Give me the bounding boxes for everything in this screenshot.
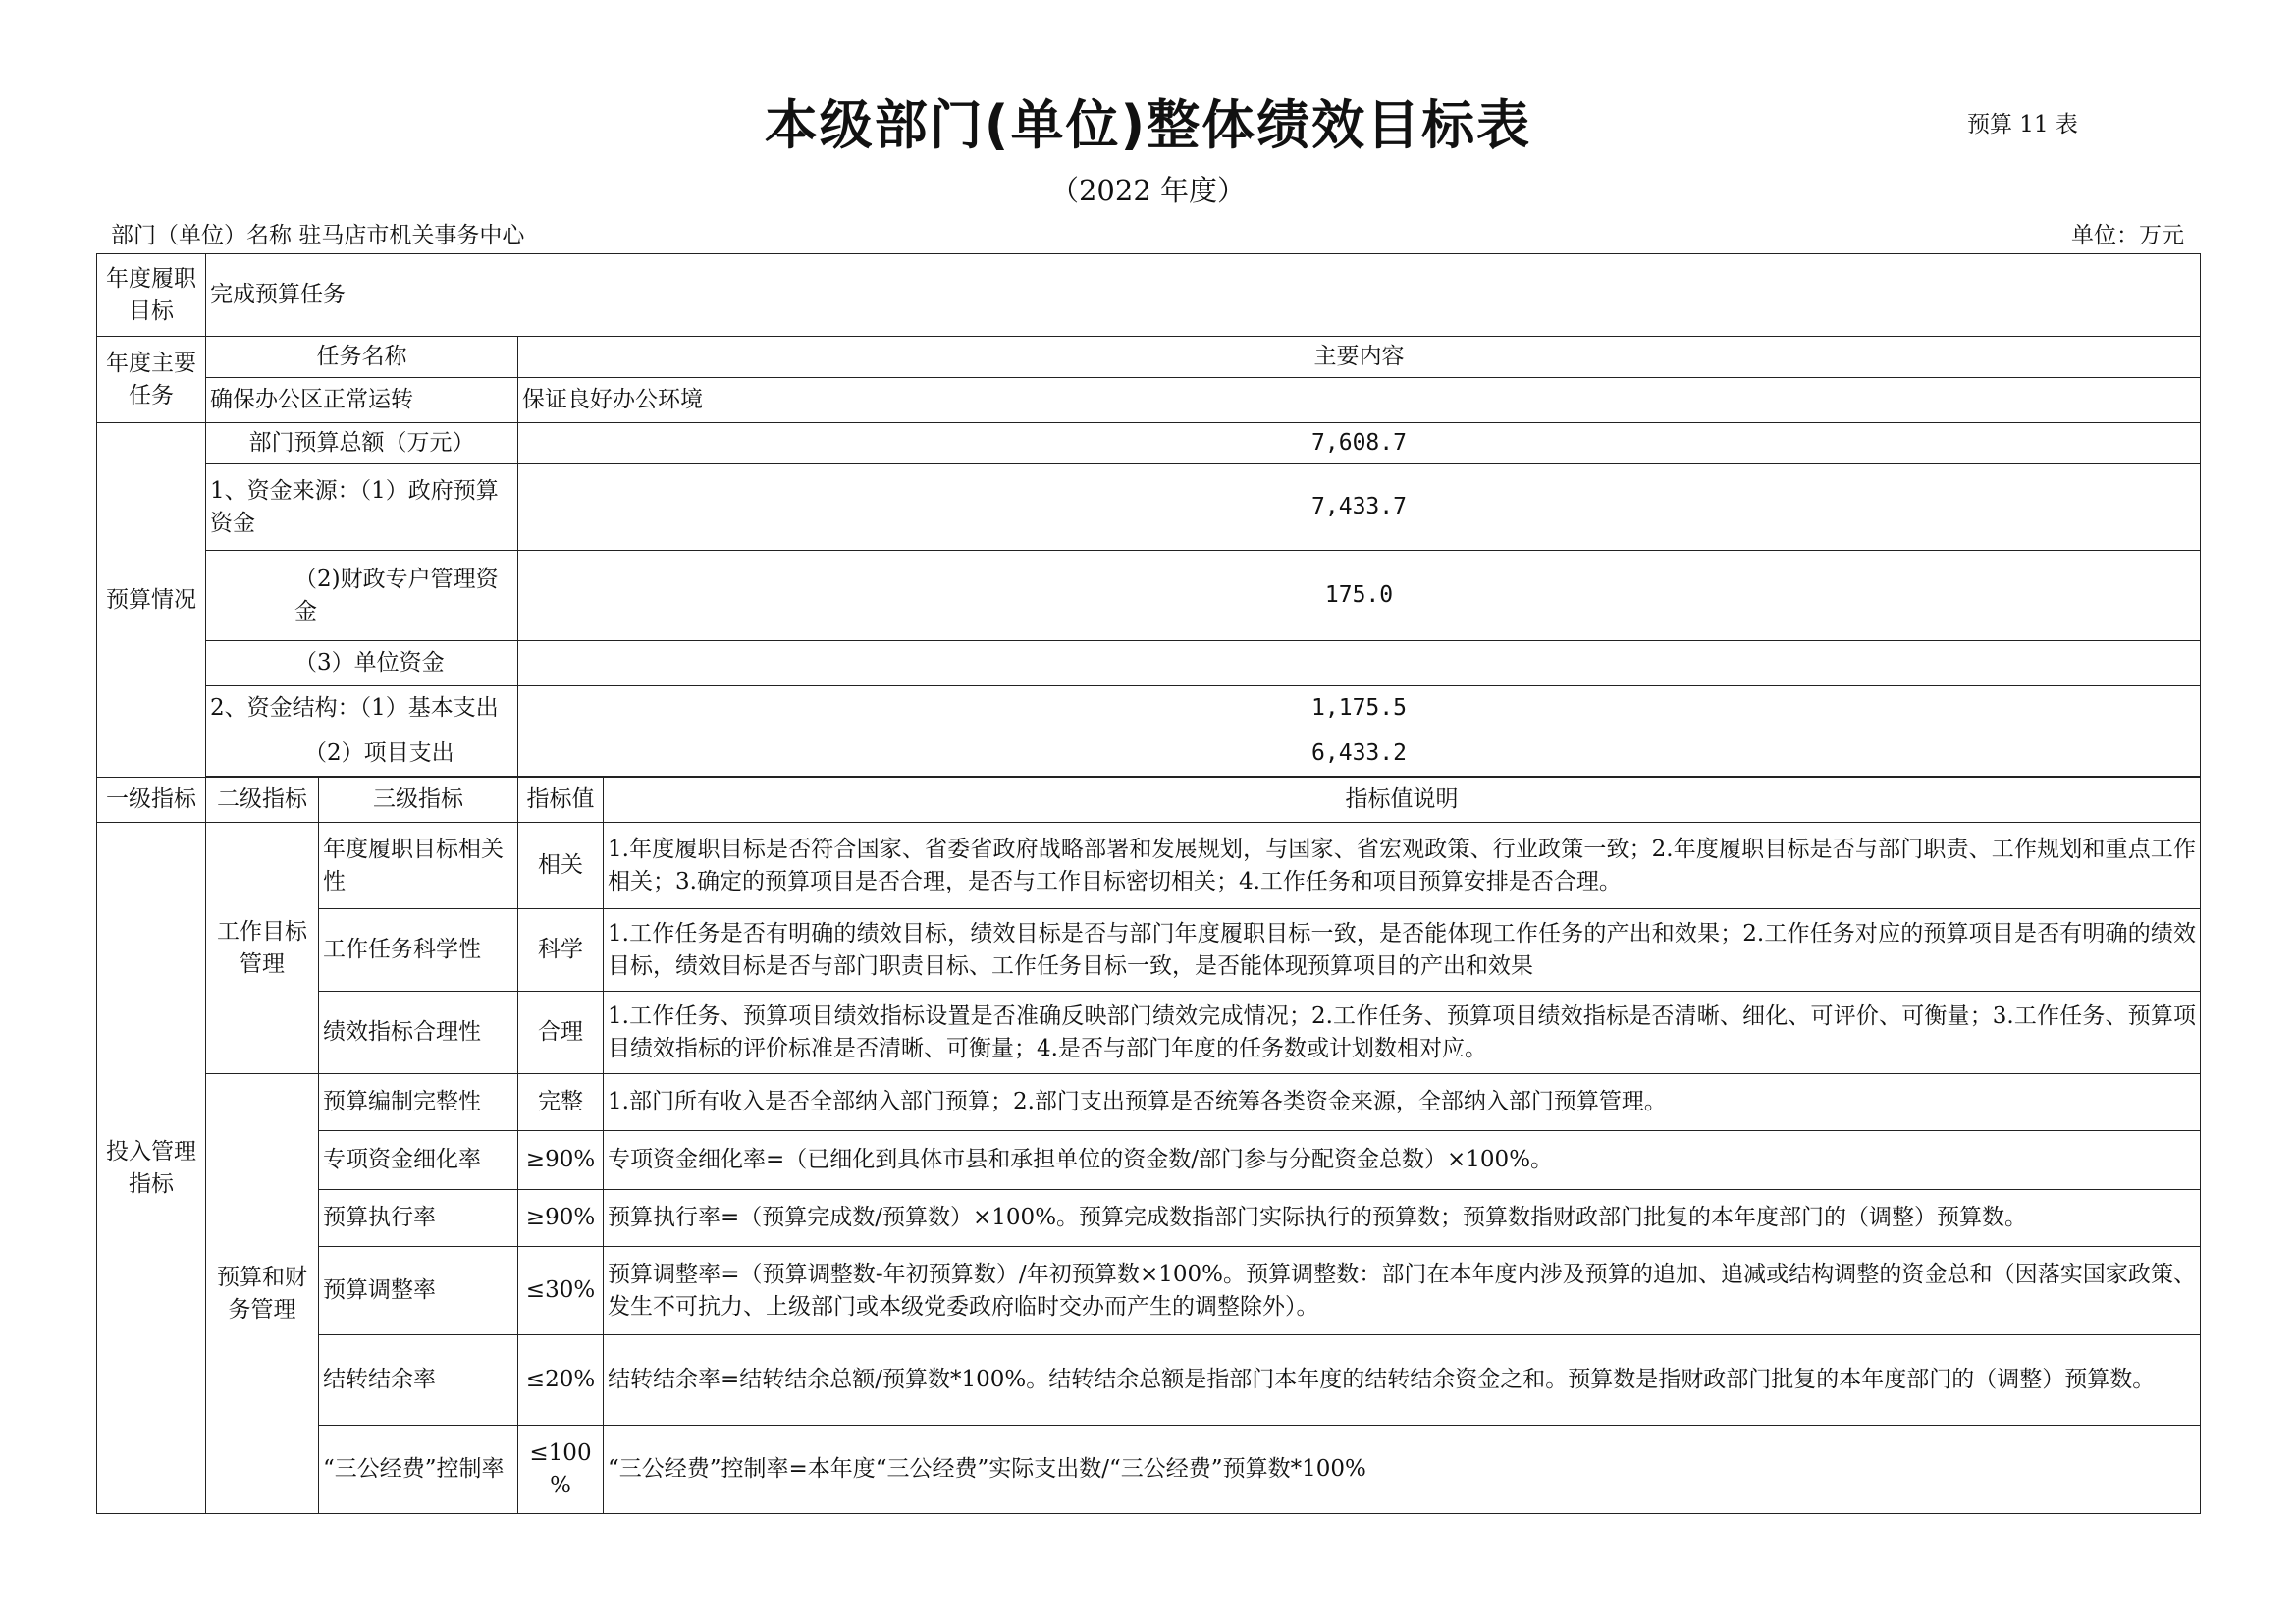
header-level2: 二级指标 [206, 778, 319, 823]
struct-basic-value: 1,175.5 [518, 686, 2201, 731]
department-name: 驻马店市机关事务中心 [298, 223, 525, 248]
budget-label: 预算情况 [97, 423, 206, 778]
level3-indicator: 专项资金细化率 [319, 1131, 518, 1190]
task-content: 保证良好办公环境 [518, 378, 2201, 423]
indicator-value: 完整 [518, 1074, 604, 1131]
indicator-desc: 专项资金细化率=（已细化到具体市县和承担单位的资金数/部门参与分配资金总数）×100%。 [604, 1131, 2201, 1190]
source-unit-row [97, 641, 2201, 686]
table-number: 预算 11 表 [1967, 112, 2078, 137]
indicator-value: 相关 [518, 823, 604, 909]
indicator-row [97, 1426, 2201, 1514]
struct-project-value: 6,433.2 [518, 731, 2201, 777]
indicator-row [97, 909, 2201, 992]
goal-label: 年度履职目标 [97, 254, 206, 337]
indicator-value: 科学 [518, 909, 604, 992]
source-special-row [97, 551, 2201, 641]
source-special-label: （2)财政专户管理资金 [206, 551, 518, 641]
task-row [97, 378, 2201, 423]
level3-indicator: 结转结余率 [319, 1335, 518, 1426]
level3-indicator: 绩效指标合理性 [319, 992, 518, 1074]
indicator-row [97, 1335, 2201, 1426]
header-value: 指标值 [518, 778, 604, 823]
indicator-value: ≤20% [518, 1335, 604, 1426]
indicator-header-row [97, 778, 2201, 823]
source-gov-row [97, 464, 2201, 551]
struct-project-label: （2）项目支出 [206, 731, 518, 777]
level3-indicator: 预算编制完整性 [319, 1074, 518, 1131]
indicator-desc: “三公经费”控制率=本年度“三公经费”实际支出数/“三公经费”预算数*100% [604, 1426, 2201, 1514]
source-gov-value: 7,433.7 [518, 464, 2201, 551]
struct-basic-label: 2、资金结构：（1）基本支出 [206, 686, 518, 731]
budget-total-value: 7,608.7 [518, 423, 2201, 464]
level1-indicator: 投入管理指标 [97, 823, 206, 1514]
tasks-header-row [97, 337, 2201, 378]
unit-label: 单位：万元 [2071, 223, 2184, 248]
indicator-row [97, 1190, 2201, 1247]
indicator-value: ≤100% [518, 1426, 604, 1514]
level2-indicator: 工作目标管理 [206, 823, 319, 1074]
budget-total-label: 部门预算总额（万元） [206, 423, 518, 464]
task-name-header: 任务名称 [206, 337, 518, 378]
header-desc: 指标值说明 [604, 778, 2201, 823]
source-special-value: 175.0 [518, 551, 2201, 641]
indicator-desc: 1.年度履职目标是否符合国家、省委省政府战略部署和发展规划，与国家、省宏观政策、行业政策一致；2.年度履职目标是否与部门职责、工作规划和重点工作相关；3.确定的预算项目是否合理，是否与工作目标密切相关；4.工作任务和项目预算安排是否合理。 [604, 823, 2201, 909]
indicator-desc: 1.工作任务是否有明确的绩效目标，绩效目标是否与部门年度履职目标一致，是否能体现工作任务的产出和效果；2.工作任务对应的预算项目是否有明确的绩效目标，绩效目标是否与部门职责目标、工作任务目标一致，是否能体现预算项目的产出和效果 [604, 909, 2201, 992]
indicator-desc: 预算执行率=（预算完成数/预算数）×100%。预算完成数指部门实际执行的预算数；预算数指财政部门批复的本年度部门的（调整）预算数。 [604, 1190, 2201, 1247]
indicator-value: ≥90% [518, 1190, 604, 1247]
indicator-row [97, 992, 2201, 1074]
page-title: 本级部门(单位)整体绩效目标表 [764, 94, 1532, 156]
indicator-value: ≥90% [518, 1131, 604, 1190]
indicator-row [97, 823, 2201, 909]
task-content-header: 主要内容 [518, 337, 2201, 378]
indicator-row [97, 1131, 2201, 1190]
department-label: 部门（单位）名称 [111, 223, 292, 248]
struct-project-row [97, 731, 2201, 777]
goal-row [97, 254, 2201, 337]
level3-indicator: 预算执行率 [319, 1190, 518, 1247]
indicator-desc: 1.部门所有收入是否全部纳入部门预算；2.部门支出预算是否统筹各类资金来源，全部纳入部门预算管理。 [604, 1074, 2201, 1131]
indicator-value: 合理 [518, 992, 604, 1074]
tasks-label: 年度主要任务 [97, 337, 206, 423]
header-level1: 一级指标 [97, 778, 206, 823]
level3-indicator: 工作任务科学性 [319, 909, 518, 992]
source-unit-value [518, 641, 2201, 686]
indicator-row [97, 1074, 2201, 1131]
indicator-desc: 结转结余率=结转结余总额/预算数*100%。结转结余总额是指部门本年度的结转结余资金之和。预算数是指财政部门批复的本年度部门的（调整）预算数。 [604, 1335, 2201, 1426]
source-gov-label: 1、资金来源：（1）政府预算资金 [206, 464, 518, 551]
level2-indicator: 预算和财务管理 [206, 1074, 319, 1514]
indicator-desc: 预算调整率=（预算调整数-年初预算数）/年初预算数×100%。预算调整数：部门在本年度内涉及预算的追加、追减或结构调整的资金总和（因落实国家政策、发生不可抗力、上级部门或本级党委政府临时交办而产生的调整除外）。 [604, 1247, 2201, 1335]
department-line [111, 217, 524, 249]
budget-total-row [97, 423, 2201, 464]
header-level3: 三级指标 [319, 778, 518, 823]
indicator-desc: 1.工作任务、预算项目绩效指标设置是否准确反映部门绩效完成情况；2.工作任务、预算项目绩效指标是否清晰、细化、可评价、可衡量；3.工作任务、预算项目绩效指标的评价标准是否清晰、可衡量；4.是否与部门年度的任务数或计划数相对应。 [604, 992, 2201, 1074]
struct-basic-row [97, 686, 2201, 731]
level3-indicator: “三公经费”控制率 [319, 1426, 518, 1514]
level3-indicator: 预算调整率 [319, 1247, 518, 1335]
fiscal-year: （2022 年度） [1049, 174, 1247, 207]
goal-value: 完成预算任务 [206, 254, 2201, 337]
task-name: 确保办公区正常运转 [206, 378, 518, 423]
level3-indicator: 年度履职目标相关性 [319, 823, 518, 909]
performance-target-table [96, 253, 2201, 1514]
source-unit-label: （3）单位资金 [206, 641, 518, 686]
indicator-value: ≤30% [518, 1247, 604, 1335]
indicator-row [97, 1247, 2201, 1335]
